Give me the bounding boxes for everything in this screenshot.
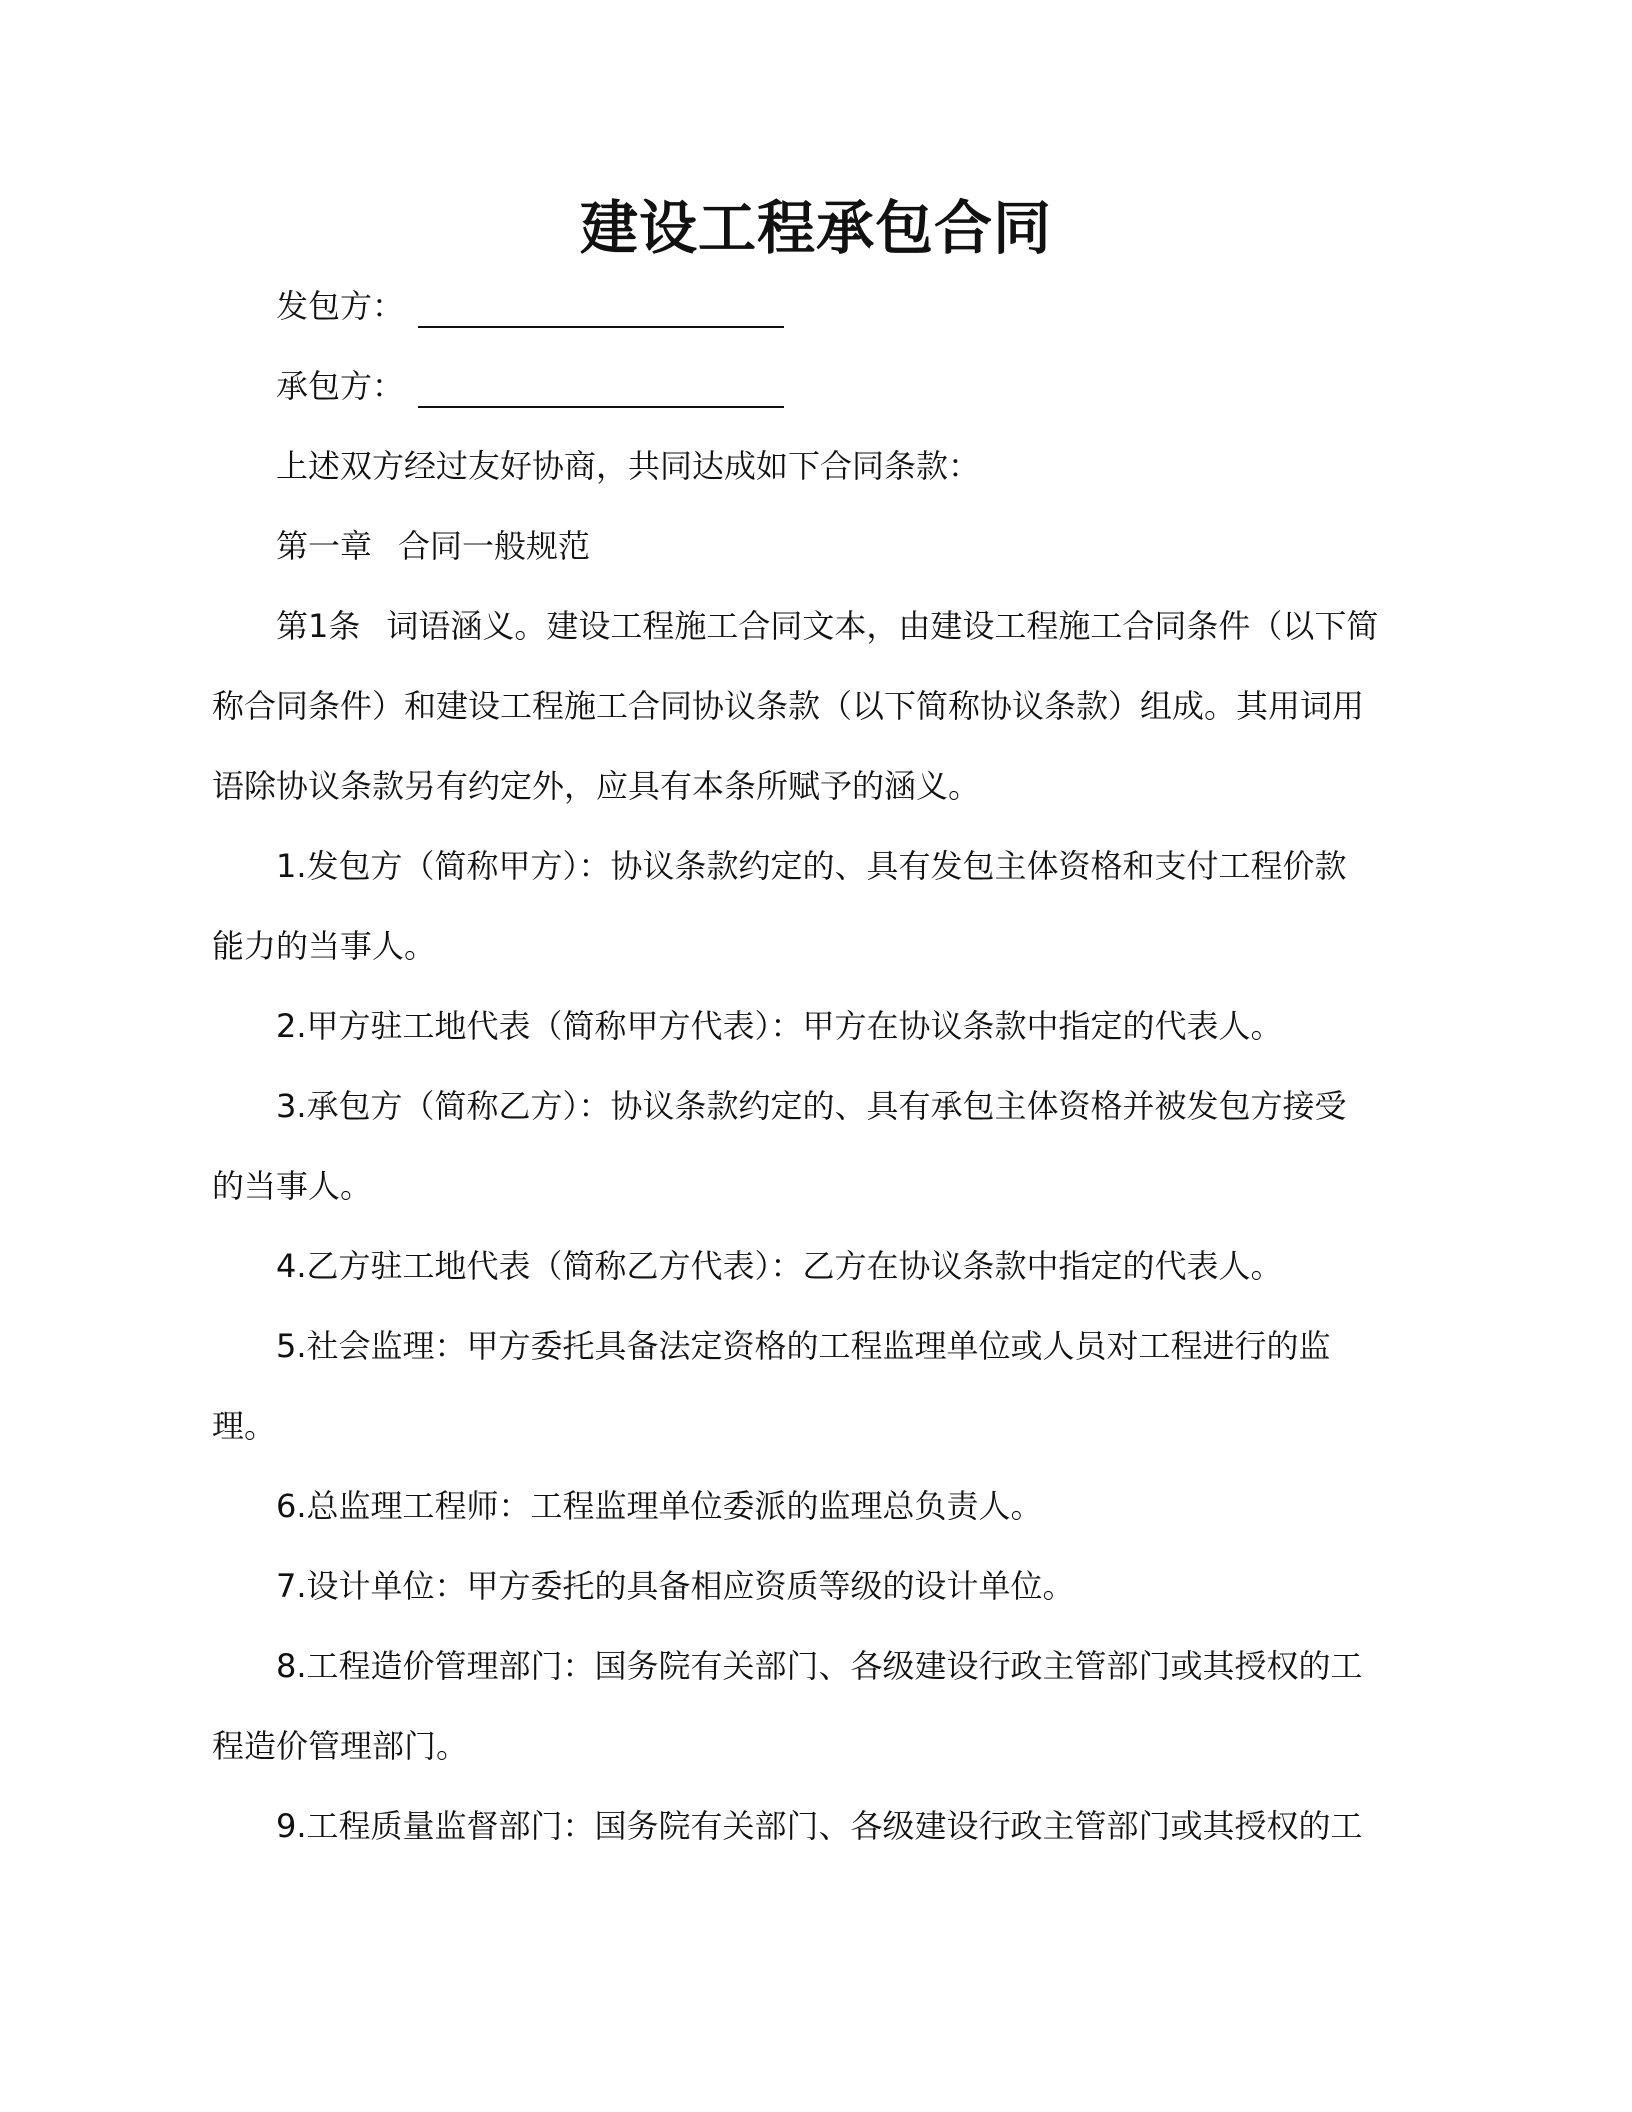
party-a-blank[interactable] — [418, 286, 784, 328]
party-b-line — [276, 364, 784, 408]
party-b-blank[interactable] — [418, 366, 784, 408]
definition-4-line-1: 4.乙方驻工地代表（简称乙方代表）：乙方在协议条款中指定的代表人。 — [276, 1247, 1283, 1285]
article-1-line-3: 语除协议条款另有约定外，应具有本条所赋予的涵义。 — [212, 767, 981, 805]
definition-6-line-1: 6.总监理工程师：工程监理单位委派的监理总负责人。 — [276, 1487, 1043, 1525]
intro-text: 上述双方经过友好协商，共同达成如下合同条款： — [276, 447, 981, 485]
definition-8-line-2: 程造价管理部门。 — [212, 1727, 469, 1765]
chapter-name: 合同一般规范 — [398, 527, 591, 565]
article-1-number: 第1条 — [276, 607, 361, 645]
definition-1-line-1: 1.发包方（简称甲方）：协议条款约定的、具有发包主体资格和支付工程价款 — [276, 847, 1347, 885]
article-1-line-1 — [276, 604, 1378, 648]
article-1-line-2: 称合同条件）和建设工程施工合同协议条款（以下简称协议条款）组成。其用词用 — [212, 687, 1365, 725]
definition-2-line-1: 2.甲方驻工地代表（简称甲方代表）：甲方在协议条款中指定的代表人。 — [276, 1007, 1283, 1045]
definition-9-line-1: 9.工程质量监督部门：国务院有关部门、各级建设行政主管部门或其授权的工 — [276, 1807, 1363, 1845]
definition-1-line-2: 能力的当事人。 — [212, 927, 437, 965]
definition-3-line-1: 3.承包方（简称乙方）：协议条款约定的、具有承包主体资格并被发包方接受 — [276, 1087, 1347, 1125]
party-a-label: 发包方： — [276, 287, 405, 325]
definition-8-line-1: 8.工程造价管理部门：国务院有关部门、各级建设行政主管部门或其授权的工 — [276, 1647, 1363, 1685]
chapter-heading — [276, 524, 590, 568]
definition-5-line-1: 5.社会监理：甲方委托具备法定资格的工程监理单位或人员对工程进行的监 — [276, 1327, 1331, 1365]
definition-3-line-2: 的当事人。 — [212, 1167, 373, 1205]
definition-5-line-2: 理。 — [212, 1407, 277, 1445]
article-1-text: 词语涵义。建设工程施工合同文本，由建设工程施工合同条件（以下简 — [386, 607, 1379, 645]
chapter-number: 第一章 — [276, 527, 373, 565]
party-b-label: 承包方： — [276, 367, 405, 405]
definition-7-line-1: 7.设计单位：甲方委托的具备相应资质等级的设计单位。 — [276, 1567, 1075, 1605]
party-a-line — [276, 284, 784, 328]
document-title: 建设工程承包合同 — [579, 194, 1052, 262]
